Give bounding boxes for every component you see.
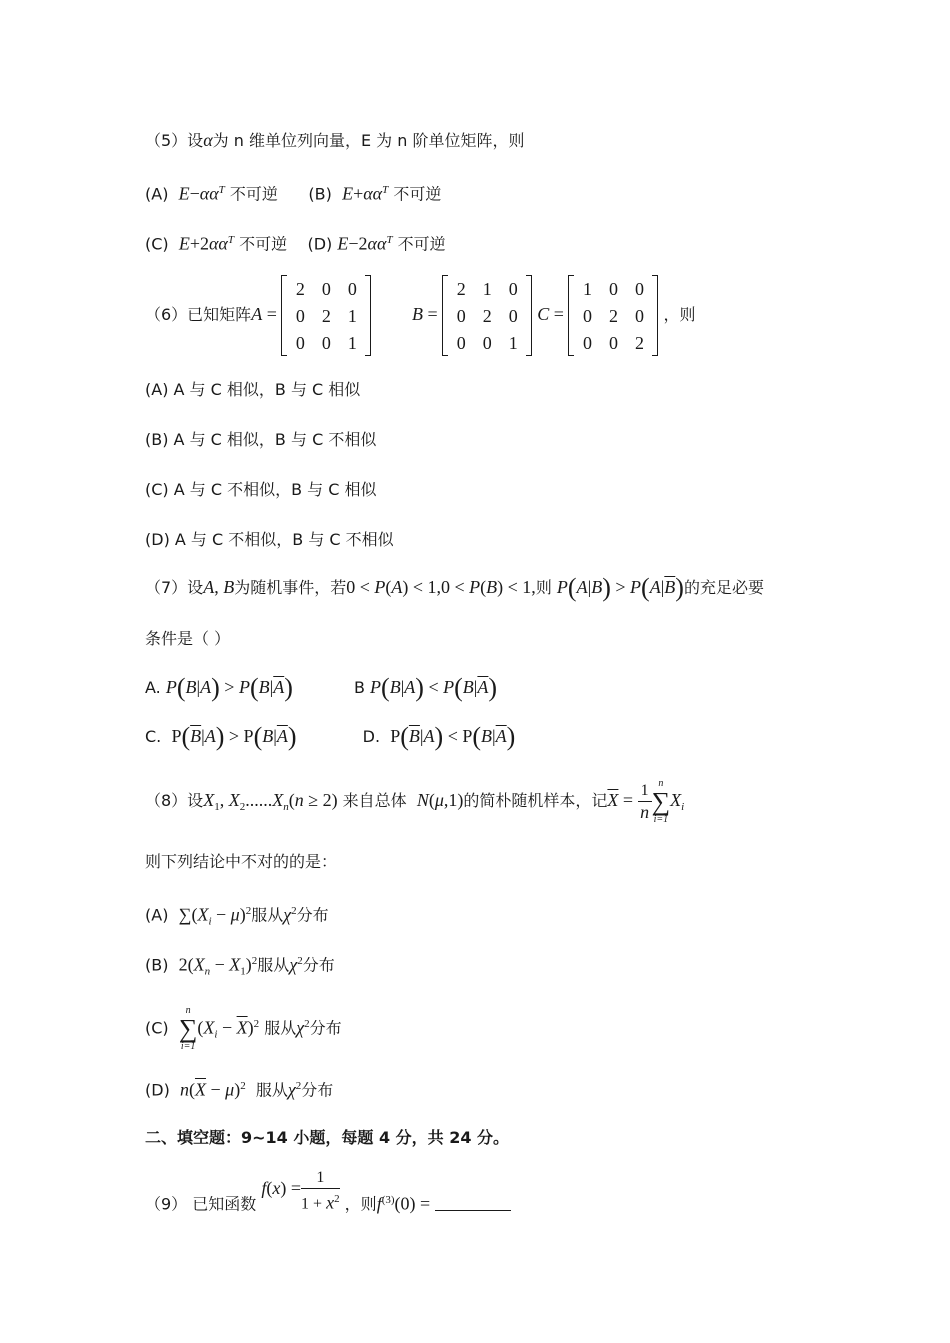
q6-option-b: (B) A 与 C 相似，B 与 C 不相似 [145,430,377,449]
matrix-b: 2 1 0 0 2 0 0 0 1 [442,275,532,356]
q5-stem: （5）设α为 n 维单位列向量，E 为 n 阶单位矩阵，则 [145,130,525,150]
q7-options-cd: C. $P(\overline{B}|A) > P(B|\overline{A})$ D. $P(\overline{B}|A) < P(B|\overline{A})$ [145,722,516,751]
q8-option-a: (A) $\sum(X_i - \mu)^2$服从$\chi^2$分布 [145,904,329,928]
q8-option-b: (B) $2(X_n - X_1)^2$服从$\chi^2$分布 [145,954,335,978]
q8-line2: 则下列结论中不对的的是： [145,852,338,871]
q7-line2: 条件是（ ） [145,629,231,648]
q9-stem: （9） 已知函数 f(x) = $\frac{1}{1 + x^2}$ ，则$f^{(3)}(0)$ = [145,1172,511,1232]
q5-options-ab: (A) $E-\alpha\alpha^T$ 不可逆 (B) $E+\alpha\alpha^T$ 不可逆 [145,183,442,204]
q6-stem: （6）已知矩阵A = 2 0 0 0 2 1 0 0 1 B = 2 1 0 0 2 0 0 0 1 C = 1 0 0 0 2 0 0 0 2 ，则 [145,272,696,356]
answer-blank[interactable] [435,1192,511,1211]
q6-option-a: (A) A 与 C 相似，B 与 C 相似 [145,380,361,399]
q5-options-cd: (C) $E+2\alpha\alpha^T$ 不可逆 (D) $E-2\alpha\alpha^T$ 不可逆 [145,233,446,254]
section-2-title: 二、填空题：9~14 小题，每题 4 分，共 24 分。 [145,1128,510,1147]
q8-option-c: (C) n ∑ i=1 $(X_i - \overline{X})^2$ 服从$\chi^2$分布 [145,1004,342,1052]
matrix-c: 1 0 0 0 2 0 0 0 2 [568,275,658,356]
q6-option-d: (D) A 与 C 不相似，B 与 C 不相似 [145,530,394,549]
q8-stem: （8）设$X_1$, $X_2......X_n(n \ge 2)$ 来自总体 N(μ,1)的简朴随机样本，记$\overline{X}$ = $\frac{1}{n}$ n ∑ i=1 $X_i$ [145,777,685,825]
q8-option-d: (D) $n(\overline{X} - \mu)^2$ 服从$\chi^2$分布 [145,1079,334,1100]
q7-options-ab: A. $P(B|A) > P(B|\overline{A})$ B $P(B|A) < P(B|\overline{A})$ [145,673,498,702]
q7-stem: （7）设A, B为随机事件，若0 < P(A) < 1,0 < P(B) < 1,则 $P(A|B) > P(A|\overline{B})$的充足必要 [145,573,764,602]
q6-option-c: (C) A 与 C 不相似，B 与 C 相似 [145,480,377,499]
matrix-a: 2 0 0 0 2 1 0 0 1 [281,275,371,356]
